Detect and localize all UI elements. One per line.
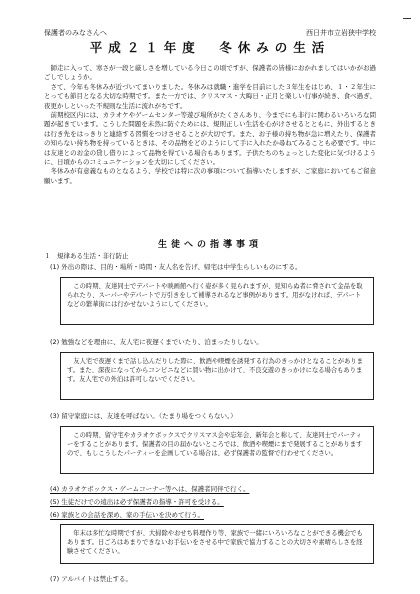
intro-paragraph-2: さて、今年も冬休みが近づいてまいりました。冬休みは就職・進学を目前にした３年生をはじめ、１・２年生にとっても節目となる大切な時期です。また一方では、クリスマス・大晦日・正月と楽しい行事が続き、食べ過ぎ、夜更かしといった不規則な生活に流れがちです。 xyxy=(44,82,376,110)
guideline-item-1: (1) 外出の際は、目的・場所・時間・友人名を告げ、帰宅は中学生らしいものにする。 xyxy=(50,263,302,271)
note-box-2: 友人宅で夜遅くまで話し込んだりした際に、飲酒や喫煙を誘発する行為のきっかけとなることがあります。また、深夜になってからコンビニなどに買い物に出かけて、不良交遊のきっかけになる場合もあります。友人宅での外泊は許可しないでください。 xyxy=(60,352,374,400)
guideline-item-3: (3) 留守家庭には、友達を呼ばない。（たまり場をつくらない。） xyxy=(50,412,237,420)
note-box-4: 年末は多忙な時期ですが、大掃除やおせち料理作り等、家族で一緒にいろいろなことができる機会でもあります。日ごろはあまりできないお手伝いをさせる中で家族で協力することの大切さや素晴らしさを経験させてください。 xyxy=(60,524,374,564)
section-title: 生徒への指導事項 xyxy=(157,240,262,250)
guideline-item-6: (6) 家族との会話を深め、家の手伝いを決めて行う。 xyxy=(50,511,205,519)
header-row xyxy=(44,28,376,38)
guideline-item-5: (5) 生徒だけでの遠出は必ず保護者の指導・許可を受ける。 xyxy=(50,498,224,506)
school-name: 西日井市立岩狭中学校 xyxy=(306,29,376,37)
guideline-item-7: (7) アルバイトは禁止する。 xyxy=(50,575,133,583)
page-title: 平成２１年度 冬休みの生活 xyxy=(89,40,331,55)
intro-paragraph-3: 前期校区内には、カラオケやゲームセンター等遊び場所がたくさんあり、今までにも非行に関わるいろいろな問題が起きています。こうした問題を未然に防ぐためには、規則正しい生活を心がけさせるとともに、外出するときは行き先をはっきりと連絡する習慣をつけさせることが大切です。また、お子様の持ち物が急に増えたり、保護者の知らない持ち物を持っているときは、その品物をどのようにして手に入れたか尋ねてみることも必要です。中には友達とのお金の貸し借りによって品物を得ている場合もあります。子供たちのちょっとした変化に気づけるように、日頃からのコミュニケーションを大切にしてください。 xyxy=(44,111,376,167)
intro-paragraph-4: 冬休みが有意義なものとなるよう、学校では特に次の事項について指導いたしますが、ご家庭においてもご留意願います。 xyxy=(44,167,376,185)
guideline-item-2: (2) 勉強などを理由に、友人宅に夜遅くまでいたり、泊まったりしない。 xyxy=(50,338,263,346)
topic-heading: １ 規律ある生活・非行防止 xyxy=(44,252,129,260)
guideline-item-4: (4) カラオケボックス・ゲームコーナー等へは、保護者同伴で行く。 xyxy=(50,485,250,493)
note-box-3: この時期、留守宅やカラオケボックスでクリスマス会や忘年会、新年会と称して、友達同士でパーティーをすることがあります。保護者の目の届かないところでは、飲酒や喫煙にまで発展することがありますので、もしこうしたパーティーを企画している場合は、必ず保護者の監督で行わせてください。 xyxy=(60,426,374,474)
intro-paragraph-1: 師走に入って、寒さが一段と厳しさを増している今日この頃ですが、保護者の皆様におかれましてはいかがお過ごしでしょうか。 xyxy=(44,64,376,82)
corner-mark xyxy=(403,18,411,19)
intro-text xyxy=(44,64,376,186)
note-box-1: この時期、友達同士でデパートや映画館へ行く姿が多く見られますが、見知らぬ者に脅されて金品を取られたり、スーパーやデパートで万引きをして補導されるなど事例があります。用がなければ、デパートなどの繁華街には行かせないようにしてください。 xyxy=(60,277,374,325)
addressee: 保護者のみなさんへ xyxy=(44,29,107,37)
